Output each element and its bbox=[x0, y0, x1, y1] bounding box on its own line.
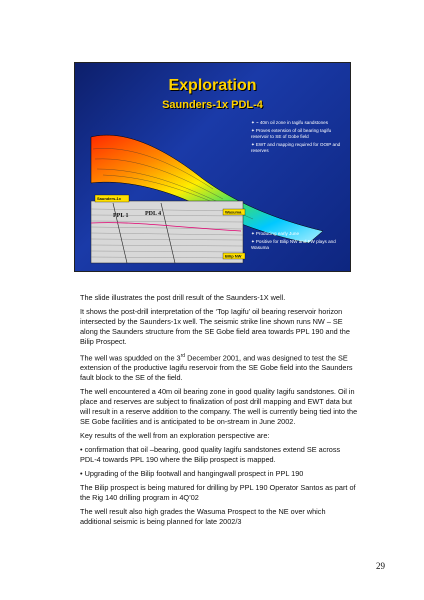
slide-bullet: ✦Producing early June bbox=[251, 231, 300, 236]
paragraph: The well encountered a 40m oil bearing zone in good quality Iagifu sandstones. Oil in place and reserves are subject to finalization of post drill mapping and EWT data but will result in a reserve addition to the company. The well is currently being tied into the SE Gobe facilities and is anticipated to be on-stream in June 2002. bbox=[80, 387, 358, 427]
slide-title: Exploration bbox=[168, 77, 257, 94]
slide-subtitle: Saunders-1x PDL-4 bbox=[162, 99, 263, 111]
ppl2-label: PDL 4 bbox=[145, 211, 162, 217]
paragraph: The slide illustrates the post drill result of the Saunders-1X well. bbox=[80, 293, 286, 302]
star-icon: ✦ bbox=[251, 142, 255, 148]
star-icon: ✦ bbox=[251, 231, 255, 236]
paragraph: Key results of the well from an exploration perspective are: bbox=[80, 431, 270, 441]
star-icon: ✦ bbox=[251, 120, 255, 125]
slide-bullet: ✦Proves extension of oil bearing Iagifu reservoir to SE of Gobe field bbox=[251, 128, 332, 139]
wasuma-label: Wasuma bbox=[225, 209, 242, 215]
body-text bbox=[80, 293, 358, 531]
paragraph: The well was spudded on the 3rd December 2001, and was designed to test the SE extension of the productive Iagifu reservoir from the SE Gobe field into the Saunders fault block to the SE of the field. bbox=[80, 353, 353, 383]
bullet-item: • Upgrading of the Bilip footwall and hangingwall prospect in PPL 190 bbox=[80, 469, 304, 479]
star-icon: ✦ bbox=[251, 239, 255, 245]
paragraph: It shows the post-drill interpretation of the ‘Top Iagifu’ oil bearing reservoir horizon intersected by the Saunders-1x well. The seismic strike line shown runs NW – SE along the Saunders structure from the SE Gobe field area towards PPL 190 and the Bilip Prospect. bbox=[80, 307, 350, 346]
star-icon: ✦ bbox=[251, 128, 255, 134]
slide-bullet: ✦Positive for Bilip NW and FW plays and Wasuma bbox=[251, 239, 336, 250]
slide-bullets-bottom bbox=[251, 231, 347, 253]
slide-bullet: ✦~ 40m oil zone in Iagifu sandstones bbox=[251, 120, 329, 125]
seismic-section bbox=[91, 201, 243, 263]
bullet-item: • confirmation that oil –bearing, good quality Iagifu sandstones extend SE across PDL-4 towards PPL 190 where the Bilip prospect is mapped. bbox=[80, 445, 341, 465]
paragraph: The well result also high grades the Wasuma Prospect to the NE over which additional seismic is being planned for late 2002/3 bbox=[80, 507, 326, 527]
slide-bullet: ✦EWT and mapping required for OOIP and reserves bbox=[251, 142, 341, 153]
ppl1-label: PPL 1 bbox=[113, 213, 129, 219]
presentation-slide bbox=[74, 62, 351, 272]
slide-bullets-top bbox=[251, 120, 347, 156]
page-number: 29 bbox=[376, 561, 385, 571]
well-label: Saunders-1x bbox=[97, 196, 122, 201]
paragraph: The Bilip prospect is being matured for drilling by PPL 190 Operator Santos as part of the Rig 140 drilling program in 4Q’02 bbox=[80, 483, 356, 503]
bilip-label: Bilip NW bbox=[225, 253, 242, 259]
